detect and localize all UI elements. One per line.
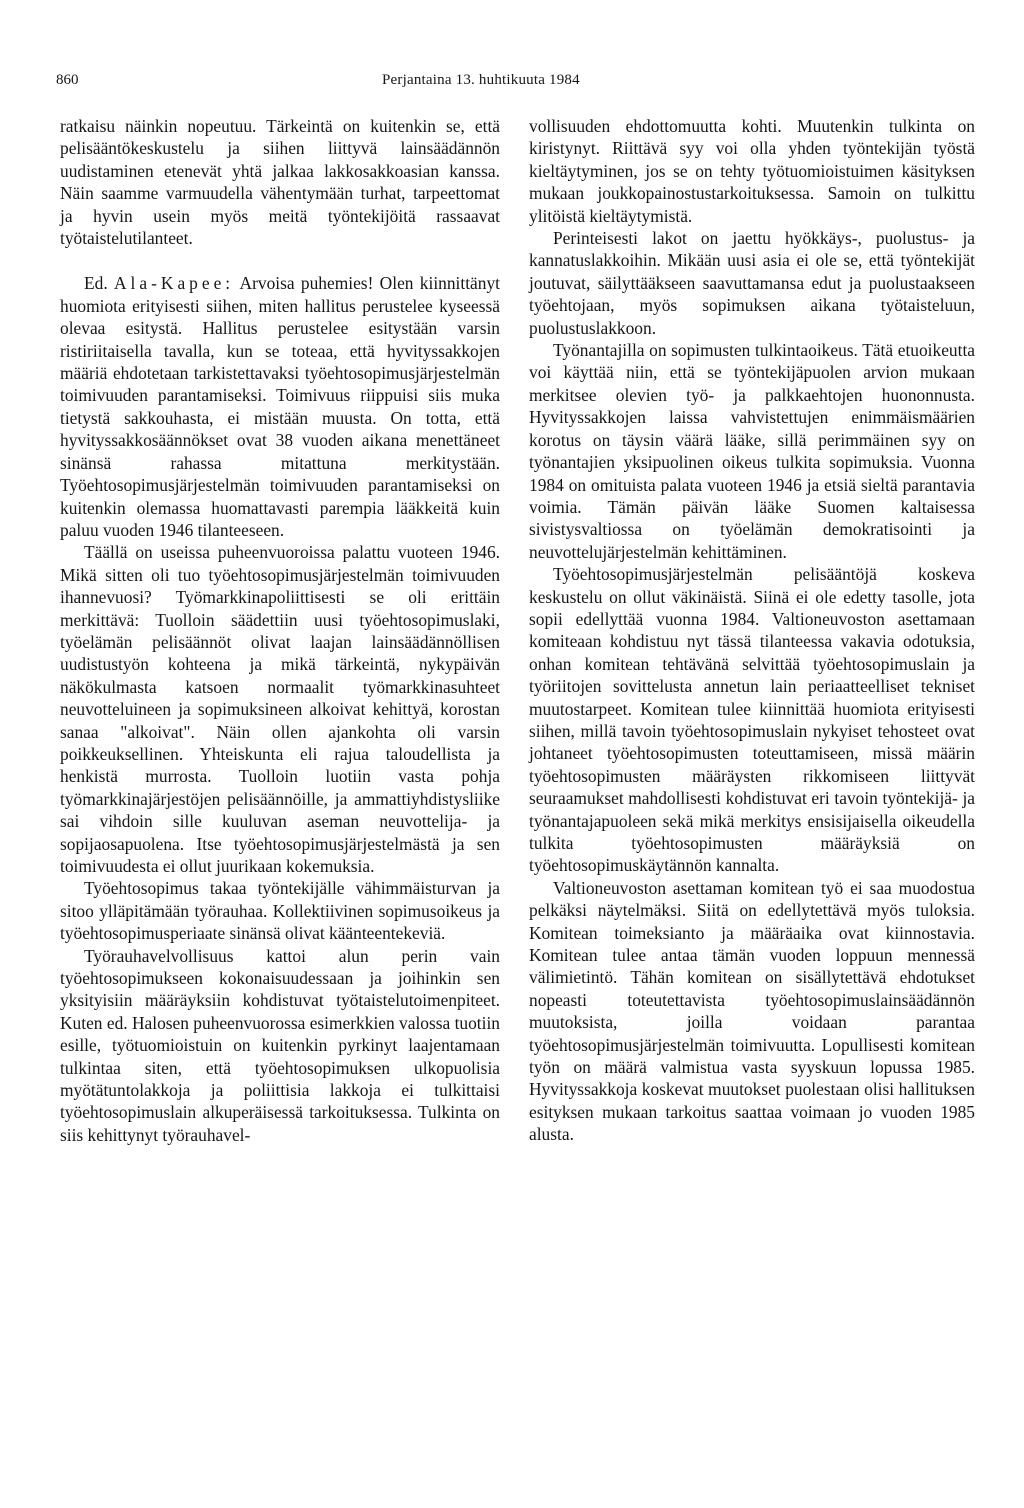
paragraph: vollisuuden ehdottomuutta kohti. Muutenkin tulkinta on kiristynyt. Riittävä syy voi olla yhden työntekijän työstä kieltäytyminen, jos se on tehty työtuomioistuimen käsityksen mukaan joukkopainostustarkoituksessa. Samoin on tulkittu ylitöistä kieltäytymistä. bbox=[529, 116, 975, 226]
paragraph: Perinteisesti lakot on jaettu hyökkäys-, puolustus- ja kannatuslakkoihin. Mikään uusi asia ei ole se, että työntekijät joutuvat, säilyttääkseen saavuttamansa edut ja puolustaakseen työehtojaan, myös sopimuksen aikana työtaisteluun, puolustuslakkoon. bbox=[529, 228, 975, 338]
paragraph: ratkaisu näinkin nopeutuu. Tärkeintä on kuitenkin se, että pelisääntökeskustelu ja siihen liittyvä lainsäädännön uudistaminen etenevät yhtä jalkaa lakkosakkoasian kanssa. Näin saamme varmuudella vähentymään turhat, tarpeettomat ja hyvin usein myös meitä työntekijöitä rassaavat työtaistelutilanteet. bbox=[60, 116, 500, 249]
paragraph: Valtioneuvoston asettaman komitean työ ei saa muodostua pelkäksi näytelmäksi. Siitä on edellytettävä myös tuloksia. Komitean toimeksianto ja määräaika ovat kiinnostavia. Komitean tulee antaa tämän vuoden loppuun mennessä välimietintö. Tähän komitean on sisällytettävä ehdotukset nopeasti toteutettavista työehtosopimuslainsäädännön muutoksista, joilla voidaan parantaa työehtosopimusjärjestelmän toimivuutta. Lopullisesti komitean työn on määrä valmistua vasta syyskuun lopussa 1985. Hyvityssakkoja koskevat muutokset puolestaan olisi hallituksen esityksen mukaan tarkoitus saattaa voimaan jo vuoden 1985 alusta. bbox=[529, 877, 975, 1145]
paragraph: Täällä on useissa puheenvuoroissa palattu vuoteen 1946. Mikä sitten oli tuo työehtosopimusjärjestelmän toimivuuden ihannevuosi? Työmarkkinapoliittisesti se oli erittäin merkittävä: Tuolloin säädettiin uusi työehtosopimuslaki, työelämän pelisäännöt olivat laajan lainsäädännöllisen uudistustyön kohteena ja mikä tärkeintä, nykypäivän näkökulmasta katsoen normaalit työmarkkinasuhteet neuvotteluineen ja sopimuksineen alkoivat kehittyä, korostan sanaa "alkoivat". Näin ollen ajankohta oli varsin poikkeuksellinen. Yhteiskunta eli rajua taloudellista ja henkistä murrosta. Tuolloin luotiin vasta pohja työmarkkinajärjestöjen pelisäännöille, ja ammattiyhdistysliike sai vihdoin sille kuuluvan aseman neuvottelija- ja sopijaosapuolena. Itse työehtosopimusjärjestelmästä ja sen toimivuudesta ei ollut juurikaan kokemuksia. bbox=[60, 542, 500, 876]
running-head: Perjantaina 13. huhtikuuta 1984 bbox=[382, 72, 580, 88]
paragraph: Työehtosopimusjärjestelmän pelisääntöjä koskeva keskustelu on ollut väkinäistä. Siinä ei ole edetty tasolle, jota sopii edellyttää vuonna 1984. Valtioneuvoston asettamaan komiteaan kohdistuu nyt tässä tilanteessa vakavia odotuksia, onhan komitean tehtävänä selvittää työehtosopimuslain ja työriitojen sovittelusta annetun lain periaatteelliset tekniset muutostarpeet. Komitean tulee kiinnittää huomiota erityisesti siihen, millä tavoin työehtosopimuslain nykyiset tehosteet ovat johtaneet työehtosopimusten toteuttamiseen, missä määrin työehtosopimusten määräysten rikkomiseen liittyvät seuraamukset mahdollisesti kohdistuvat eri tavoin työntekijä- ja työnantajapuoleen sekä mikä merkitys ensisijaisella oikeudella tulkita työehtosopimusten määräyksiä on työehtosopimuskäytännön kannalta. bbox=[529, 564, 975, 876]
speech-text: Arvoisa puhemies! Olen kiinnittänyt huomiota erityisesti siihen, miten hallitus perustelee kyseessä olevaa esitystä. Hallitus perustelee esitystään varsin ristiriitaisella tavalla, kun se toteaa, että hyvityssakkojen määriä ehdotetaan tarkistettavaksi työehtosopimusjärjestelmän toimivuuden parantamiseksi. Toimivuus riippuisi siis muka tietystä sakkouhasta, ei mistään muusta. On totta, että hyvityssakkosäännökset ovat 38 vuoden aikana menettäneet sinänsä rahassa mitattuna merkitystään. Työehtosopimusjärjestelmän toimivuuden parantamiseksi on kuitenkin olemassa huomattavasti parempia lääkkeitä kuin paluu vuoden 1946 tilanteeseen. bbox=[60, 273, 500, 540]
page-header bbox=[56, 72, 976, 96]
left-column bbox=[60, 115, 500, 1146]
paragraph: Työehtosopimus takaa työntekijälle vähimmäisturvan ja sitoo ylläpitämään työrauhaa. Kollektiivinen sopimusoikeus ja työehtosopimusperiaate sinänsä olivat käänteentekeviä. bbox=[60, 878, 500, 944]
paragraph: Työrauhavelvollisuus kattoi alun perin vain työehtosopimukseen kokonaisuudessaan ja joihinkin sen yksityisiin määräyksiin kohdistuvat työtaistelutoimenpiteet. Kuten ed. Halosen puheenvuorossa esimerkkien valossa tuotiin esille, työtuomioistuin on kuitenkin pyrkinyt laajentamaan tulkintaa siten, että työehtosopimuksen ulkopuolisia myötätuntolakkoja ja poliittisia lakkoja ei tulkittaisi työehtosopimuslain alkuperäisessä tarkoituksessa. Tulkinta on siis kehittynyt työrauhavel- bbox=[60, 945, 500, 1145]
speaker-name: Ala-Kapee: bbox=[114, 273, 235, 294]
page-number: 860 bbox=[56, 72, 79, 88]
speech-paragraph bbox=[60, 272, 500, 541]
right-column bbox=[529, 115, 975, 1146]
speech-prefix: Ed. bbox=[84, 273, 108, 294]
paragraph: Työnantajilla on sopimusten tulkintaoikeus. Tätä etuoikeutta voi käyttää niin, että se työntekijäpuolen arvion mukaan merkitsee olevien työ- ja palkkaehtojen huononnusta. Hyvityssakkojen laissa vahvistettujen enimmäismäärien korotus on täysin väärä lääke, sillä perimmäinen syy on työnantajien yksipuolinen oikeus tulkita sopimuksia. Vuonna 1984 on omituista palata vuoteen 1946 ja etsiä sieltä parantavia voimia. Tämän päivän lääke Suomen kaltaisessa sivistysvaltiossa on työelämän demokratisointi ja neuvottelujärjestelmän kehittäminen. bbox=[529, 340, 975, 562]
